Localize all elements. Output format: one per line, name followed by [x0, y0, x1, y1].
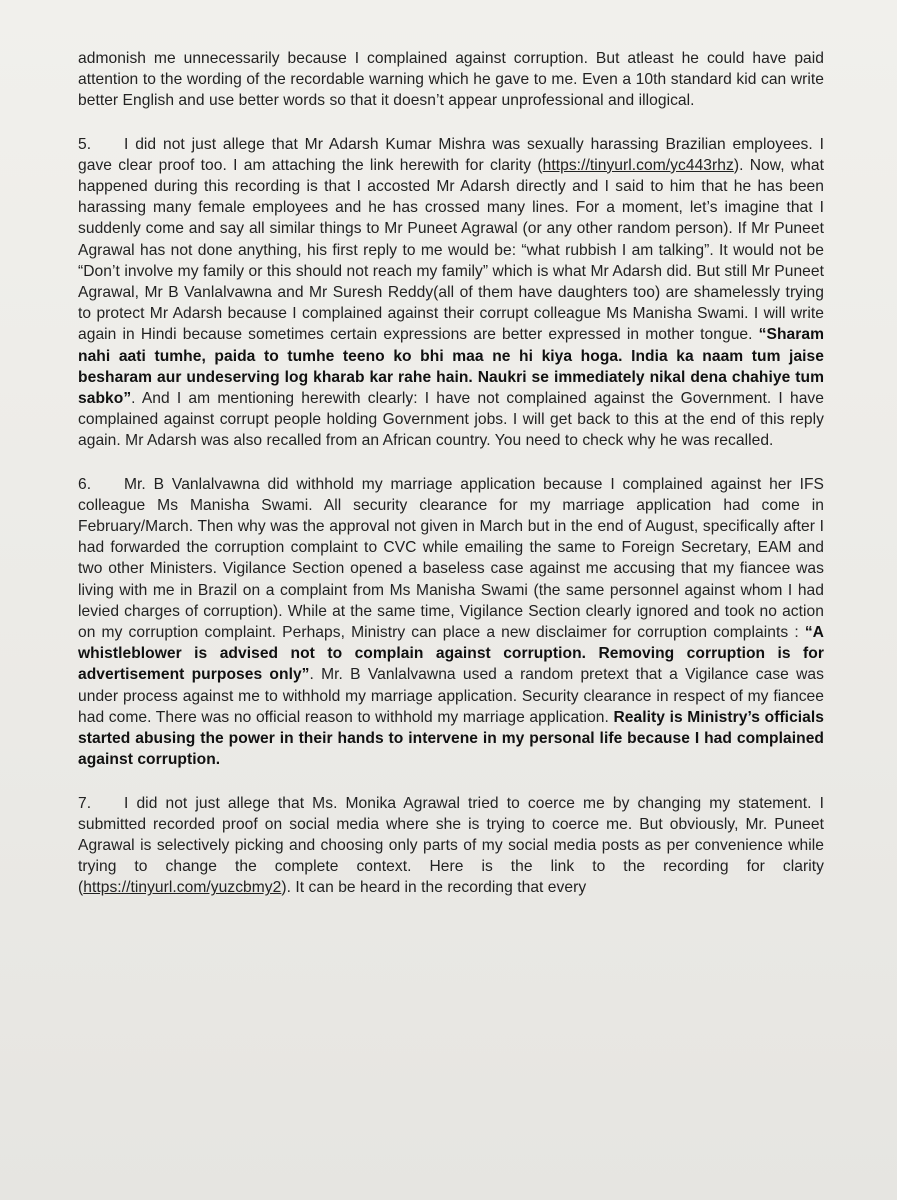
- paragraph-6: [78, 474, 824, 771]
- disclaimer-quote: “A whistleblower is advised not to complain against corruption. Removing corruption is for advertisement purposes only”: [78, 624, 824, 684]
- paragraph-text: Mr. B Vanlalvawna did withhold my marriage application because I complained against her IFS colleague Ms Manisha Swami. All security clearance for my marriage application had come in February/March. Then why was the approval not given in March but in the end of August, specifically after I had forwarded the corruption complaint to CVC while emailing the same to Foreign Secretary, EAM and two other Ministers. Vigilance Section opened a baseless case against me accusing that my fiancee was living with me in Brazil on a complaint from Ms Manisha Swami (the same personnel against whom I had levied charges of corruption). While at the same time, Vigilance Section clearly ignored and took no action on my corruption complaint. Perhaps, Ministry can place a new disclaimer for corruption complaints :: [78, 475, 824, 642]
- paragraph-text: I did not just allege that Mr Adarsh Kumar Mishra was sexually harassing Brazilian employees. I gave clear proof too. I am attaching the link herewith for clarity (: [78, 135, 824, 174]
- recording-link[interactable]: https://tinyurl.com/yuzcbmy2: [83, 879, 282, 897]
- paragraph-7: [78, 793, 824, 899]
- paragraph-text: . Mr. B Vanlalvawna used a random pretext that a Vigilance case was under process against me to withhold my marriage application. Security clearance in respect of my fiancee had come. There was no official reason to withhold my marriage application.: [78, 666, 825, 726]
- recording-link[interactable]: https://tinyurl.com/yc443rhz: [542, 156, 734, 174]
- reality-statement: Reality is Ministry’s officials started abusing the power in their hands to intervene in my personal life because I had complained against corruption.: [78, 708, 824, 769]
- paragraph-number: 6.: [78, 475, 92, 493]
- paragraph-text: admonish me unnecessarily because I complained against corruption. But atleast he could have paid attention to the wording of the recordable warning which he gave to me. Even a 10th standard kid can write better English and use better words so that it doesn’t appear unprofessional and illogical.: [78, 50, 824, 110]
- paragraph-4-continuation: [78, 48, 824, 112]
- paragraph-text: I did not just allege that Ms. Monika Agrawal tried to coerce me by changing my statement. I submitted recorded proof on social media where she is trying to coerce me. But obviously, Mr. Puneet Agrawal is selectively picking and choosing only parts of my social media posts as per convenience while trying to change the complete context. Here is the link to the recording for clarity (: [78, 794, 824, 897]
- paragraph-5: [78, 134, 824, 452]
- paragraph-text: ). It can be heard in the recording that every: [281, 879, 587, 897]
- paragraph-number: 5.: [78, 135, 92, 153]
- paragraph-number: 7.: [78, 794, 92, 812]
- paragraph-text: ). Now, what happened during this recording is that I accosted Mr Adarsh directly and I said to him that he has been harassing many female employees and he has crossed many lines. For a moment, let’s imagine that I suddenly come and say all similar things to Mr Puneet Agrawal (or any other random person). If Mr Puneet Agrawal has not done anything, his first reply to me would be: “what rubbish I am talking”. It would not be “Don’t involve my family or this should not reach my family” which is what Mr Adarsh did. But still Mr Puneet Agrawal, Mr B Vanlalvawna and Mr Suresh Reddy(all of them have daughters too) are shamelessly trying to protect Mr Adarsh because I complained against their corrupt colleague Ms Manisha Swami. I will write again in Hindi because sometimes certain expressions are better expressed in mother tongue.: [78, 156, 824, 344]
- paragraph-text: . And I am mentioning herewith clearly: I have not complained against the Government. I have complained against corrupt people holding Government jobs. I will get back to this at the end of this reply again. Mr Adarsh was also recalled from an African country. You need to check why he was recalled.: [78, 390, 824, 450]
- hindi-quote: “Sharam nahi aati tumhe, paida to tumhe teeno ko bhi maa ne hi kiya hoga. India ka naam tum jaise besharam aur undeserving log kharab kar rahe hain. Naukri se immediately nikal dena chahiye tum sabko”: [78, 326, 824, 408]
- document-body: [78, 48, 824, 921]
